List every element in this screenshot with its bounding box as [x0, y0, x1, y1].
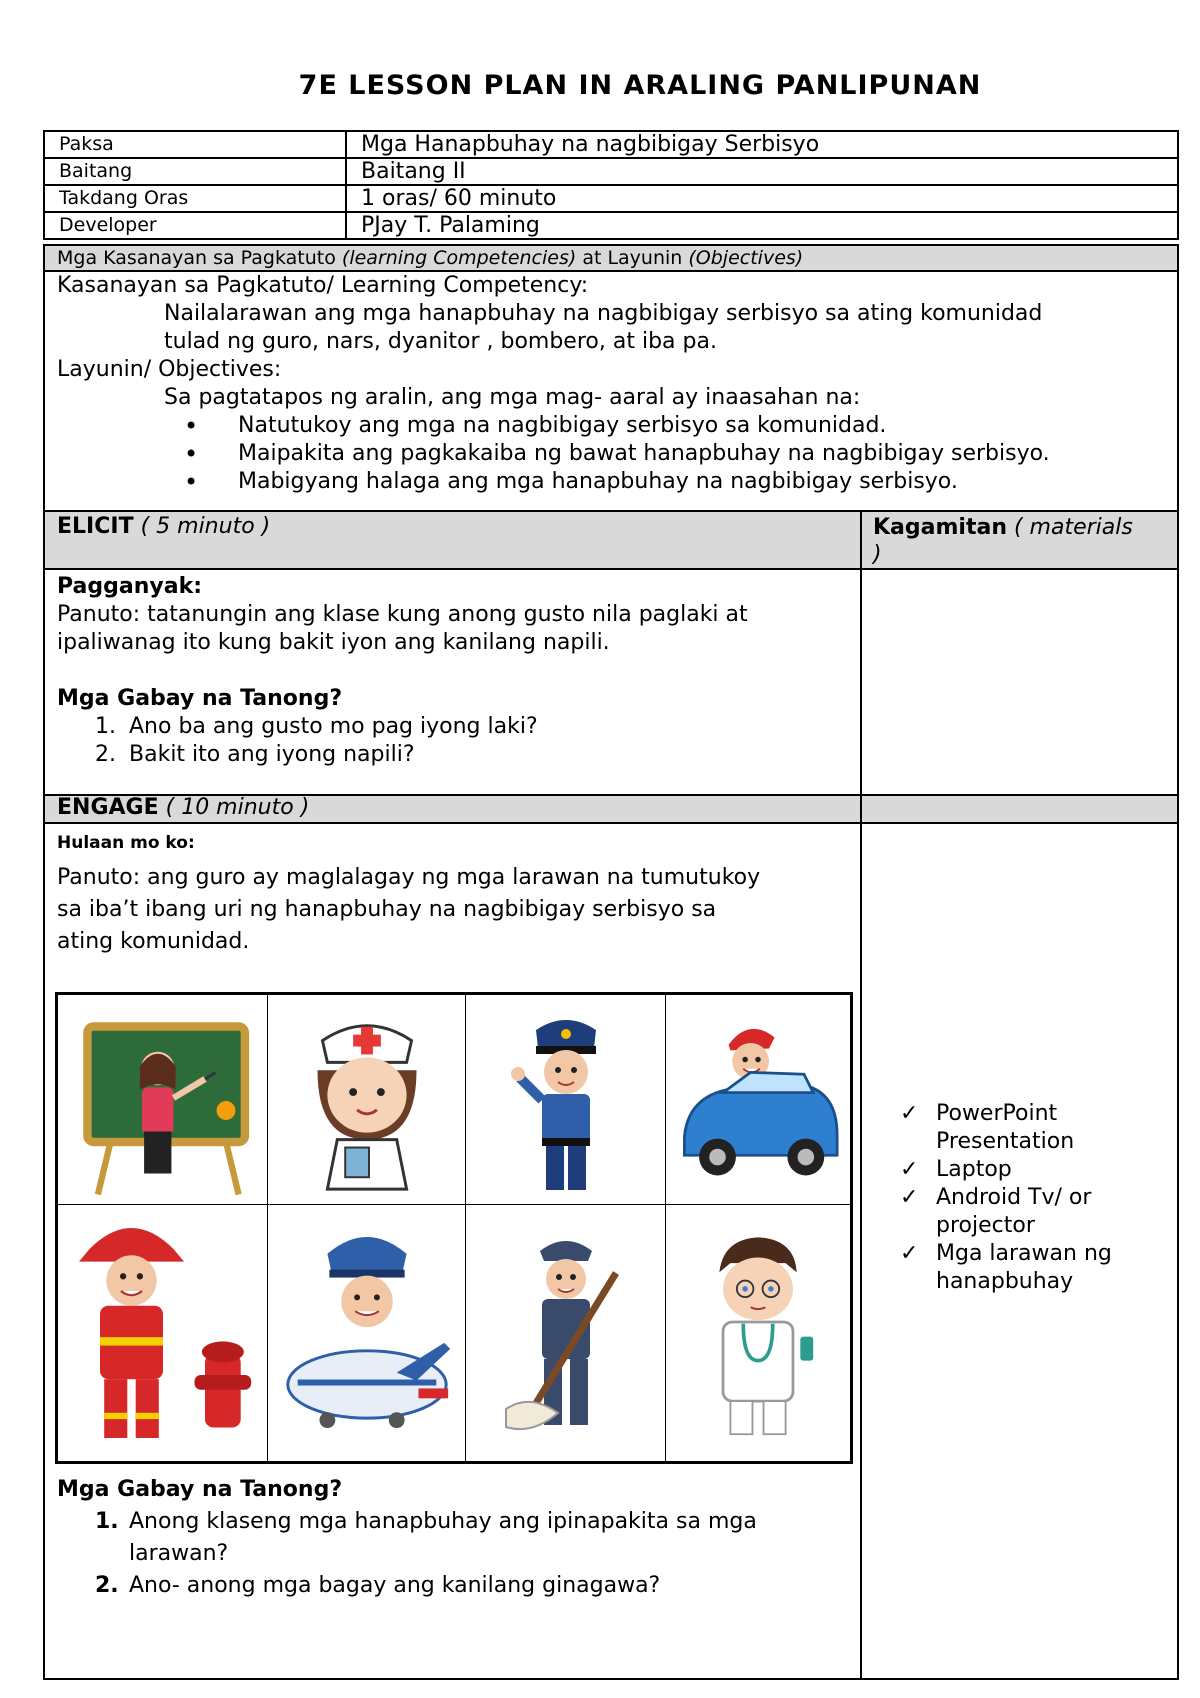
elicit-label: ELICIT — [57, 514, 134, 539]
materials-label: Kagamitan — [873, 515, 1007, 540]
question-text: Ano- anong mga bagay ang kanilang ginagawa? — [129, 1573, 661, 1598]
elicit-materials-cell — [860, 568, 1179, 796]
check-icon: ✓ — [900, 1185, 919, 1210]
objective-item: • Maipakita ang pagkakaiba ng bawat hanapbuhay na nagbibigay serbisyo. — [164, 440, 1050, 468]
elicit-time: ( 5 minuto ) — [133, 514, 271, 539]
janitor-picture — [465, 1204, 667, 1462]
teacher-icon — [58, 995, 268, 1205]
info-row-baitang — [44, 158, 1178, 185]
materials-item-text: Android Tv/ or — [936, 1185, 1092, 1210]
materials-label-close: ) — [873, 542, 882, 567]
activity-title: Hulaan mo ko: — [57, 833, 195, 853]
engage-questions-title: Mga Gabay na Tanong? — [57, 1477, 343, 1502]
info-key: Takdang Oras — [44, 185, 346, 212]
info-key: Baitang — [44, 158, 346, 185]
materials-checklist — [900, 1100, 1170, 1296]
question-number: 1. — [95, 1509, 119, 1534]
engage-question-item — [57, 1506, 757, 1570]
competency-header-part: (learning Competencies) — [341, 247, 577, 269]
engage-panuto: sa iba’t ibang uri ng hanapbuhay na nagbibigay serbisyo sa — [57, 897, 717, 922]
materials-item — [900, 1156, 1170, 1184]
info-value: 1 oras/ 60 minuto — [346, 185, 1178, 212]
elicit-questions-title: Mga Gabay na Tanong? — [57, 686, 343, 711]
pilot-picture — [267, 1204, 467, 1462]
teacher-picture — [57, 994, 269, 1206]
police-picture — [465, 994, 667, 1206]
materials-item — [900, 1100, 1170, 1156]
info-key: Developer — [44, 212, 346, 239]
objectives-list — [164, 412, 1050, 496]
materials-header — [873, 514, 1173, 568]
firefighter-icon — [58, 1205, 268, 1461]
competency-line: Nailalarawan ang mga hanapbuhay na nagbibigay serbisyo sa ating komunidad — [164, 301, 1043, 326]
materials-item-text: hanapbuhay — [936, 1269, 1074, 1294]
info-key: Paksa — [44, 131, 346, 158]
competency-heading: Kasanayan sa Pagkatuto/ Learning Competency: — [57, 273, 589, 298]
question-item: 2. Bakit ito ang iyong napili? — [95, 742, 415, 767]
check-icon: ✓ — [900, 1101, 919, 1126]
check-icon: ✓ — [900, 1241, 919, 1266]
engage-materials-header-cell — [860, 794, 1179, 824]
doctor-icon — [666, 1205, 850, 1461]
elicit-panuto: ipaliwanag ito kung bakit iyon ang kanilang napili. — [57, 630, 610, 655]
materials-item-text: Presentation — [936, 1129, 1075, 1154]
engage-panuto: Panuto: ang guro ay maglalagay ng mga larawan na tumutukoy — [57, 865, 761, 890]
engage-time: ( 10 minuto ) — [158, 795, 310, 820]
pilot-airplane-icon — [268, 1205, 466, 1461]
question-text: Anong klaseng mga hanapbuhay ang ipinapakita sa mga — [129, 1509, 757, 1534]
materials-label-italic: ( materials — [1006, 515, 1133, 540]
info-value: Baitang II — [346, 158, 1178, 185]
info-value: Mga Hanapbuhay na nagbibigay Serbisyo — [346, 131, 1178, 158]
objectives-intro: Sa pagtatapos ng aralin, ang mga mag- aaral ay inaasahan na: — [164, 385, 861, 410]
elicit-panuto: Panuto: tatanungin ang klase kung anong gusto nila paglaki at — [57, 602, 748, 627]
competency-header — [57, 245, 803, 271]
doctor-picture — [665, 1204, 851, 1462]
materials-item — [900, 1240, 1170, 1296]
competency-line: tulad ng guro, nars, dyanitor , bombero, at iba pa. — [164, 329, 717, 354]
info-row-developer — [44, 212, 1178, 239]
objective-item: • Mabigyang halaga ang mga hanapbuhay na nagbibigay serbisyo. — [164, 468, 1050, 496]
question-text: larawan? — [129, 1541, 229, 1566]
engage-panuto: ating komunidad. — [57, 929, 250, 954]
objective-item: • Natutukoy ang mga na nagbibigay serbisyo sa komunidad. — [164, 412, 1050, 440]
question-item: 1. Ano ba ang gusto mo pag iyong laki? — [95, 714, 538, 739]
engage-question-item — [57, 1570, 660, 1602]
materials-item-text: PowerPoint — [936, 1101, 1058, 1126]
police-officer-icon — [466, 995, 666, 1205]
driver-car-icon — [666, 995, 850, 1205]
info-table — [43, 130, 1179, 240]
info-row-oras — [44, 185, 1178, 212]
info-value: PJay T. Palaming — [346, 212, 1178, 239]
firefighter-picture — [57, 1204, 269, 1462]
question-text: Ano ba ang gusto mo pag iyong laki? — [129, 714, 538, 739]
elicit-questions — [57, 713, 538, 769]
check-icon: ✓ — [900, 1157, 919, 1182]
engage-header — [57, 795, 309, 821]
competency-header-part: Mga Kasanayan sa Pagkatuto — [57, 247, 342, 269]
info-row-paksa — [44, 131, 1178, 158]
materials-item-text: Laptop — [936, 1157, 1012, 1182]
occupation-picture-grid — [55, 992, 853, 1464]
materials-item-text: projector — [936, 1213, 1035, 1238]
materials-item — [900, 1184, 1170, 1240]
page-title: 7E LESSON PLAN IN ARALING PANLIPUNAN — [298, 70, 982, 101]
materials-item-text: Mga larawan ng — [936, 1241, 1112, 1266]
objectives-heading: Layunin/ Objectives: — [57, 357, 282, 382]
competency-header-part: (Objectives) — [688, 247, 804, 269]
question-text: Bakit ito ang iyong napili? — [129, 742, 415, 767]
nurse-picture — [267, 994, 467, 1206]
engage-label: ENGAGE — [57, 795, 159, 820]
competency-header-part: at Layunin — [576, 247, 689, 269]
pagganyak-title: Pagganyak: — [57, 574, 202, 599]
nurse-icon — [268, 995, 466, 1205]
elicit-header — [57, 514, 270, 540]
question-number: 2. — [95, 1573, 119, 1598]
janitor-icon — [466, 1205, 666, 1461]
driver-picture — [665, 994, 851, 1206]
